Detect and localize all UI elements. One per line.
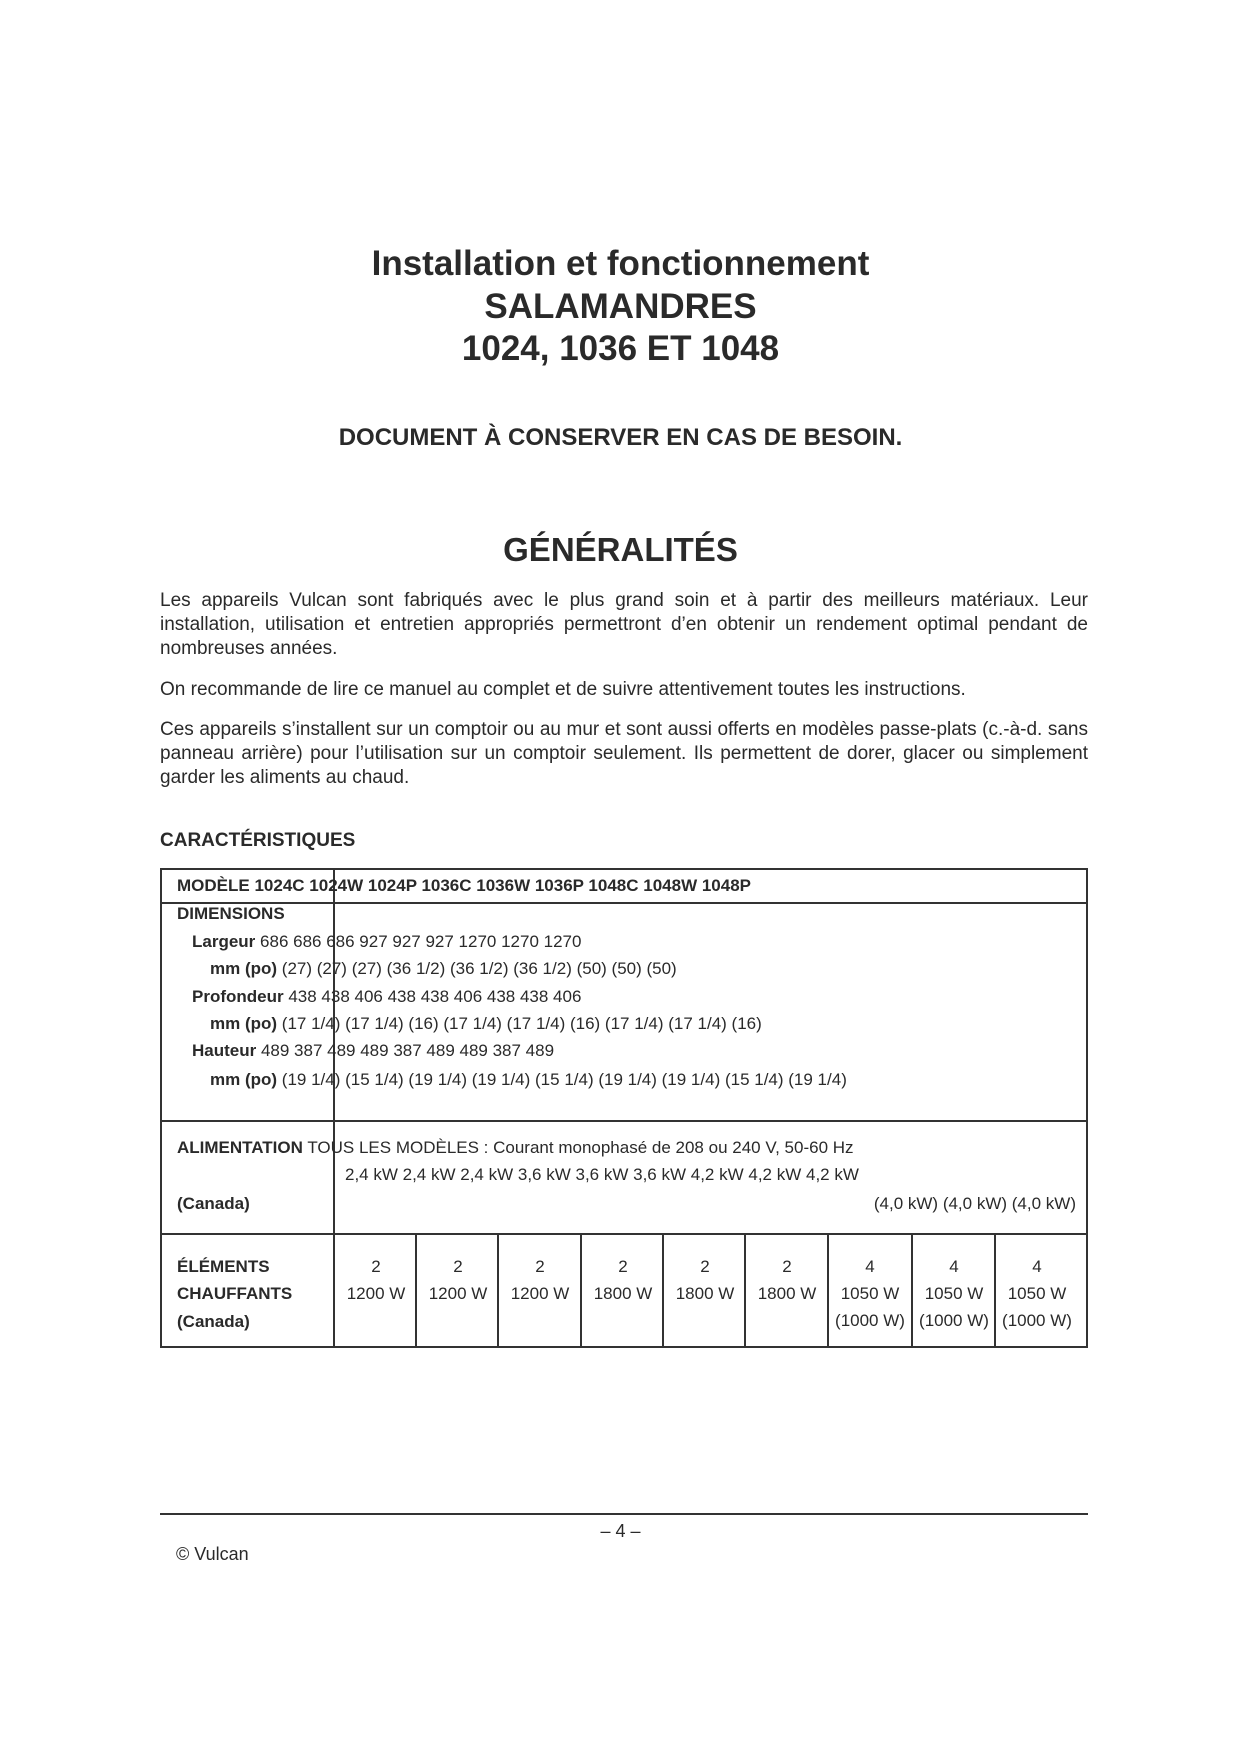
width-row — [192, 932, 581, 952]
model-list: 1024C 1024W 1024P 1036C 1036W 1036P 1048C 1048W 1048P — [254, 876, 751, 895]
elements-label-1: ÉLÉMENTS — [177, 1257, 270, 1276]
width-in-row — [210, 959, 677, 979]
model-label: MODÈLE — [177, 876, 250, 895]
width-in-values: (27) (27) (27) (36 1/2) (36 1/2) (36 1/2) (50) (50) (50) — [281, 959, 677, 978]
footer-rule — [160, 1513, 1088, 1515]
element-cell: 4 1050 W (1000 W) — [1002, 1257, 1072, 1330]
depth-in-label: mm (po) — [210, 1014, 278, 1033]
general-paragraph-2: On recommande de lire ce manuel au complet et de suivre attentivement toutes les instructions. — [160, 679, 966, 700]
specs-table — [160, 868, 1088, 1348]
power-label: ALIMENTATION — [177, 1138, 303, 1157]
width-label: Largeur — [192, 932, 256, 951]
power-row — [177, 1138, 854, 1158]
title-line-1: Installation et fonctionnement — [371, 244, 870, 283]
element-cell: 2 1200 W — [510, 1257, 570, 1303]
keep-notice: DOCUMENT À CONSERVER EN CAS DE BESOIN. — [338, 424, 903, 451]
width-values: 686 686 686 927 927 927 1270 1270 1270 — [260, 932, 582, 951]
elements-label-2: CHAUFFANTS — [177, 1284, 293, 1303]
title-line-2: SALAMANDRES — [484, 287, 757, 326]
height-in-label: mm (po) — [210, 1070, 278, 1089]
elements-label-3: (Canada) — [177, 1312, 250, 1331]
divider — [162, 902, 1086, 904]
height-values: 489 387 489 489 387 489 489 387 489 — [260, 1041, 555, 1060]
width-in-label: mm (po) — [210, 959, 278, 978]
general-paragraph-3: Ces appareils s’installent sur un comptoir ou au mur et sont aussi offerts en modèles passe-plats (c.-à-d. sans panneau arrière) pour l’utilisation sur un comptoir seulement. Ils permettent de dorer, glacer ou simplement garder les aliments au chaud. — [160, 719, 1088, 788]
depth-row — [192, 987, 581, 1007]
element-cell: 2 1200 W — [428, 1257, 488, 1303]
power-all: TOUS LES MODÈLES : Courant monophasé de 208 ou 240 V, 50-60 Hz — [307, 1138, 854, 1157]
element-cell: 4 1050 W (1000 W) — [919, 1257, 989, 1330]
general-heading: GÉNÉRALITÉS — [503, 531, 738, 568]
depth-values: 438 438 406 438 438 406 438 438 406 — [288, 987, 582, 1006]
copyright: © Vulcan — [176, 1544, 249, 1564]
depth-label: Profondeur — [192, 987, 284, 1006]
general-paragraph-1: Les appareils Vulcan sont fabriqués avec le plus grand soin et à partir des meilleurs matériaux. Leur installation, utilisation et entretien appropriés permettront d’en obtenir un rendement optimal pendant de nombreuses années. — [160, 590, 1088, 659]
title-line-3: 1024, 1036 ET 1048 — [461, 329, 780, 368]
power-canada-values: (4,0 kW) (4,0 kW) (4,0 kW) — [873, 1194, 1076, 1213]
element-cell: 2 1800 W — [757, 1257, 817, 1303]
depth-in-values: (17 1/4) (17 1/4) (16) (17 1/4) (17 1/4) (16) (17 1/4) (17 1/4) (16) — [281, 1014, 762, 1033]
divider — [162, 1233, 1086, 1235]
power-canada-label: (Canada) — [177, 1194, 250, 1213]
height-in-values: (19 1/4) (15 1/4) (19 1/4) (19 1/4) (15 1/4) (19 1/4) (19 1/4) (15 1/4) (19 1/4) — [281, 1070, 847, 1089]
model-row — [177, 876, 751, 896]
power-kw: 2,4 kW 2,4 kW 2,4 kW 3,6 kW 3,6 kW 3,6 kW 4,2 kW 4,2 kW 4,2 kW — [345, 1165, 859, 1184]
divider — [162, 1120, 1086, 1122]
specs-heading: CARACTÉRISTIQUES — [160, 830, 356, 851]
dimensions-label: DIMENSIONS — [177, 904, 285, 923]
element-cell: 2 1800 W — [675, 1257, 735, 1303]
element-cell: 4 1050 W (1000 W) — [835, 1257, 905, 1330]
page-number: – 4 – — [600, 1521, 641, 1541]
height-row — [192, 1041, 554, 1061]
depth-in-row — [210, 1014, 762, 1034]
element-cell: 2 1200 W — [346, 1257, 406, 1303]
height-in-row — [210, 1070, 847, 1090]
height-label: Hauteur — [192, 1041, 257, 1060]
element-cell: 2 1800 W — [593, 1257, 653, 1303]
